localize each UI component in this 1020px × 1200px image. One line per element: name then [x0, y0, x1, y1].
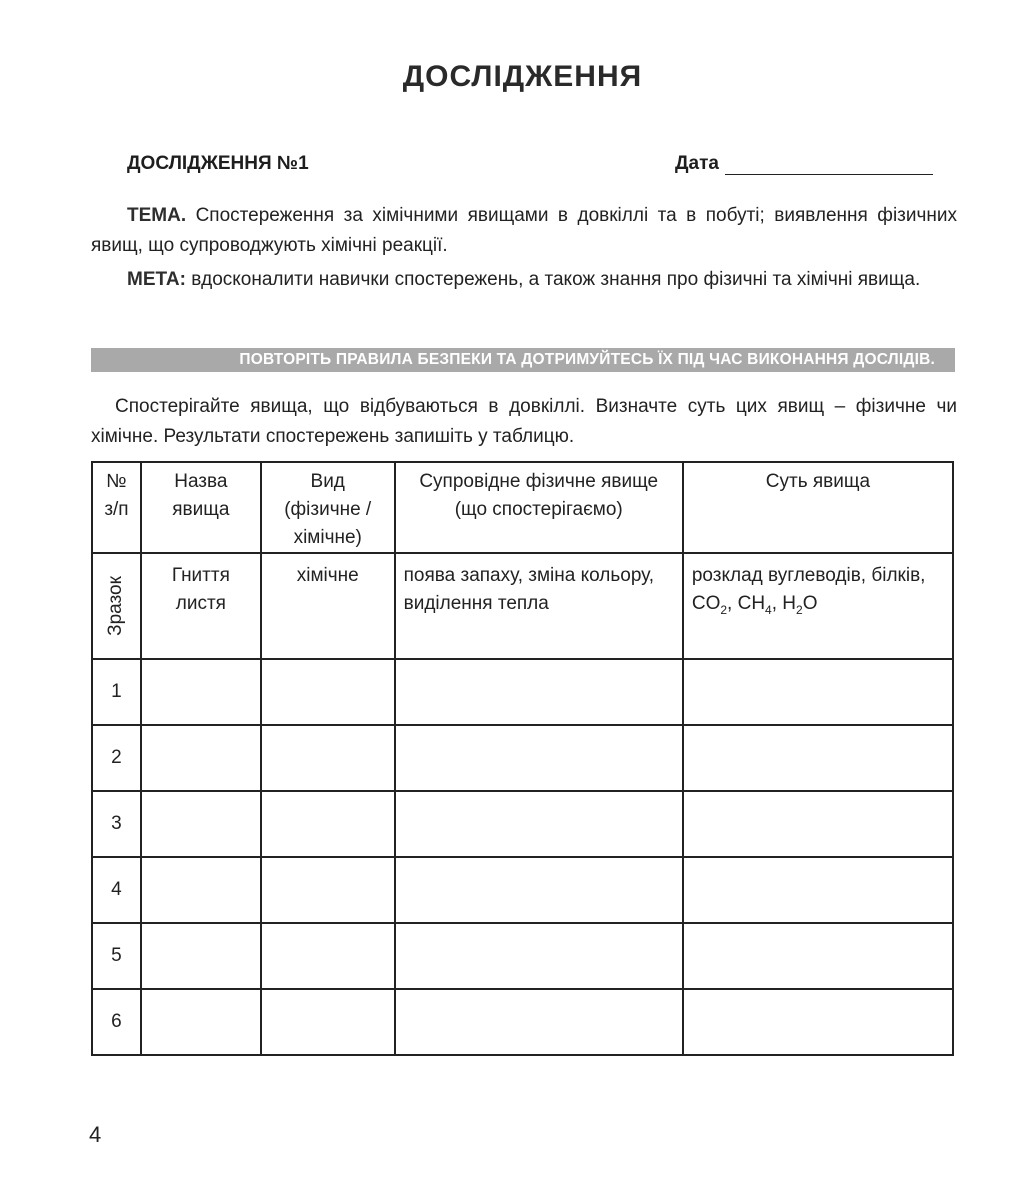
row-cell-kind[interactable]: [261, 725, 395, 791]
safety-banner: ПОВТОРІТЬ ПРАВИЛА БЕЗПЕКИ ТА ДОТРИМУЙТЕСЬ ЇХ ПІД ЧАС ВИКОНАННЯ ДОСЛІДІВ.: [91, 348, 955, 372]
table-row: [92, 923, 953, 989]
row-cell-essence[interactable]: [683, 725, 953, 791]
header-num: № з/п: [92, 462, 141, 553]
page-number: 4: [89, 1122, 102, 1147]
table-header-row: [92, 462, 953, 553]
date-label: Дата: [675, 153, 719, 174]
sample-row: [92, 553, 953, 659]
row-cell-accompanying[interactable]: [395, 989, 683, 1055]
goal-paragraph: [91, 265, 957, 295]
row-cell-name[interactable]: [141, 923, 261, 989]
goal-label: МЕТА:: [127, 269, 186, 290]
row-cell-essence[interactable]: [683, 989, 953, 1055]
date-field: [675, 153, 933, 175]
table-row: [92, 791, 953, 857]
row-cell-name[interactable]: [141, 659, 261, 725]
table-row: [92, 659, 953, 725]
sample-accompanying: поява запаху, зміна кольору, виділення тепла: [395, 553, 683, 659]
row-cell-name[interactable]: [141, 989, 261, 1055]
study-header: [127, 153, 933, 181]
sample-label: Зразок: [105, 576, 127, 636]
header-kind: Вид (фізичне / хімічне): [261, 462, 395, 553]
row-number: 4: [92, 857, 141, 923]
table-row: [92, 989, 953, 1055]
topic-text: Спостереження за хімічними явищами в довкіллі та в побуті; виявлення фізичних явищ, що супроводжують хімічні реакції.: [91, 205, 957, 256]
row-cell-essence[interactable]: [683, 791, 953, 857]
header-name: Назва явища: [141, 462, 261, 553]
table-row: [92, 725, 953, 791]
row-number: 1: [92, 659, 141, 725]
topic-paragraph: [91, 201, 957, 261]
row-cell-name[interactable]: [141, 725, 261, 791]
study-number: ДОСЛІДЖЕННЯ №1: [127, 153, 309, 174]
instructions-paragraph: Спостерігайте явища, що відбуваються в довкіллі. Визначте суть цих явищ – фізичне чи хімічне. Результати спостережень запишіть у таблицю.: [91, 396, 957, 447]
topic-label: ТЕМА.: [127, 205, 187, 226]
row-number: 6: [92, 989, 141, 1055]
row-cell-kind[interactable]: [261, 989, 395, 1055]
row-cell-name[interactable]: [141, 791, 261, 857]
row-number: 3: [92, 791, 141, 857]
row-cell-essence[interactable]: [683, 923, 953, 989]
row-cell-kind[interactable]: [261, 923, 395, 989]
table-row: [92, 857, 953, 923]
row-cell-name[interactable]: [141, 857, 261, 923]
row-cell-essence[interactable]: [683, 659, 953, 725]
row-number: 5: [92, 923, 141, 989]
row-cell-essence[interactable]: [683, 857, 953, 923]
date-input-line[interactable]: [725, 156, 933, 175]
essence-prefix: розклад вуглеводів, білків,: [691, 565, 926, 586]
page-title: ДОСЛІДЖЕННЯ: [402, 60, 643, 93]
observations-table: [91, 461, 954, 1056]
row-cell-kind[interactable]: [261, 659, 395, 725]
formula-h2o: $H_2O$: [782, 593, 818, 617]
sample-label-cell: [92, 553, 141, 659]
sample-name: Гниття листя: [141, 553, 261, 659]
header-accompanying: Супровідне фізичне явище (що спостерігаємо): [395, 462, 683, 553]
row-cell-kind[interactable]: [261, 857, 395, 923]
row-cell-accompanying[interactable]: [395, 659, 683, 725]
sample-kind: хімічне: [261, 553, 395, 659]
row-cell-accompanying[interactable]: [395, 923, 683, 989]
sample-essence: розклад вуглеводів, білків, $CO_2$, $CH_4$, $H_2O$: [683, 553, 953, 659]
row-cell-kind[interactable]: [261, 791, 395, 857]
row-cell-accompanying[interactable]: [395, 725, 683, 791]
header-essence: Суть явища: [683, 462, 953, 553]
row-cell-accompanying[interactable]: [395, 791, 683, 857]
row-number: 2: [92, 725, 141, 791]
formula-co2: $CO_2$: [691, 593, 728, 617]
formula-ch4: $CH_4$: [737, 593, 772, 617]
goal-text: вдосконалити навички спостережень, а також знання про фізичні та хімічні явища.: [185, 269, 921, 290]
row-cell-accompanying[interactable]: [395, 857, 683, 923]
